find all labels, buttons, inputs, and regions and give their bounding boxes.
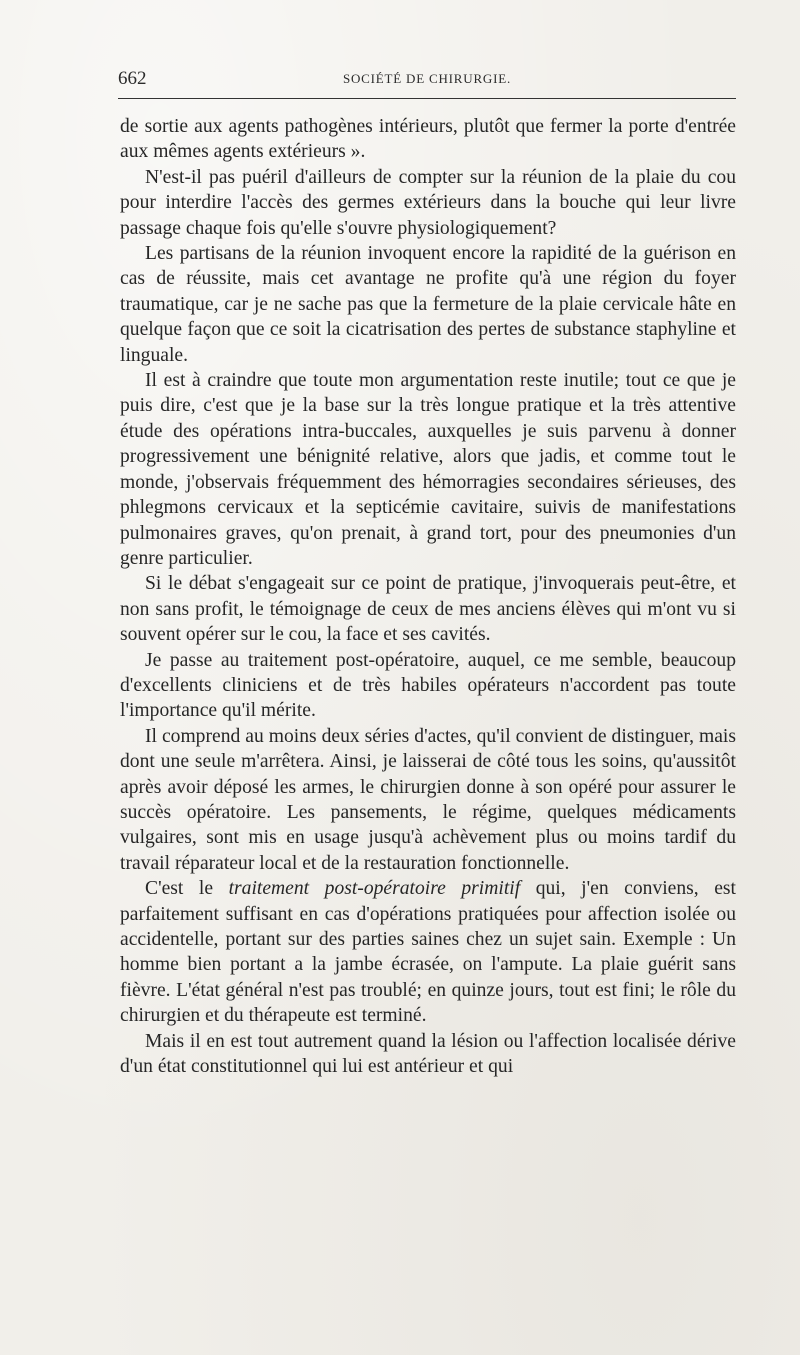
italic-term: traitement post-opératoire primitif	[228, 878, 521, 900]
paragraph-5: Si le débat s'engageait sur ce point de pratique, j'invoquerais peut-être, et non sans profit, le témoignage de ceux de mes anciens élèves qui m'ont vu si souvent opérer sur le cou, la face et ses cavités.	[120, 573, 736, 646]
page-number: 662	[118, 68, 147, 89]
paragraph-7: Il comprend au moins deux séries d'actes, qu'il convient de distinguer, mais dont une seule m'arrêtera. Ainsi, je laisserai de côté tous les soins, qu'aussitôt après avoir déposé les armes, le chirurgien donne à son opéré pour assurer le succès opératoire. Les pansements, le régime, quelques médicaments vulgaires, sont mis en usage jusqu'à achèvement plus ou moins tardif du travail réparateur local et de la restauration fonctionnelle.	[120, 725, 736, 874]
running-head: SOCIÉTÉ DE CHIRURGIE.	[342, 71, 512, 86]
header-rule	[118, 98, 736, 99]
paragraph-8-start: C'est le	[145, 878, 229, 900]
paragraph-8-end: qui, j'en conviens, est parfaitement suffisant en cas d'opérations pratiquées pour affection isolée ou accidentelle, portant sur des parties saines chez un sujet sain. Exemple : Un homme bien portant a la jambe écrasée, on l'ampute. La plaie guérit sans fièvre. L'état général n'est pas troublé; en quinze jours, tout est fini; le rôle du chirurgien et du thérapeute est terminé.	[120, 878, 736, 1027]
paragraph-4: Il est à craindre que toute mon argumentation reste inutile; tout ce que je puis dire, c'est que je la base sur la très longue pratique et la très attentive étude des opérations intra-buccales, auxquelles je suis parvenu à donner progressivement une bénignité relative, alors que jadis, et comme tout le monde, j'observais fréquemment des hémorragies secondaires sérieuses, des phlegmons cervicaux et la septicémie cavitaire, suivis de manifestations pulmonaires graves, qu'on prenait, à grand tort, pour des pneumonies d'un genre particulier.	[120, 370, 736, 569]
paragraph-3: Les partisans de la réunion invoquent encore la rapidité de la guérison en cas de réussite, mais cet avantage ne profite qu'à une région du foyer traumatique, car je ne sache pas que la fermeture de la plaie cervicale hâte en quelque façon que ce soit la cicatrisation des pertes de substance staphyline et linguale.	[120, 243, 736, 366]
paragraph-6: Je passe au traitement post-opératoire, auquel, ce me semble, beaucoup d'excellents cliniciens et de très habiles opérateurs n'accordent pas toute l'importance qu'il mérite.	[120, 649, 736, 722]
paragraph-8	[120, 876, 736, 1028]
paragraph-2: N'est-il pas puéril d'ailleurs de compter sur la réunion de la plaie du cou pour interdire l'accès des germes extérieurs dans la bouche qui leur livre passage chaque fois qu'elle s'ouvre physiologiquement?	[120, 166, 736, 239]
body-text	[120, 114, 736, 1079]
page-header	[118, 68, 736, 90]
paragraph-1: de sortie aux agents pathogènes intérieurs, plutôt que fermer la porte d'entrée aux mêmes agents extérieurs ».	[120, 116, 736, 163]
paragraph-9: Mais il en est tout autrement quand la lésion ou l'affection localisée dérive d'un état constitutionnel qui lui est antérieur et qui	[120, 1030, 736, 1078]
